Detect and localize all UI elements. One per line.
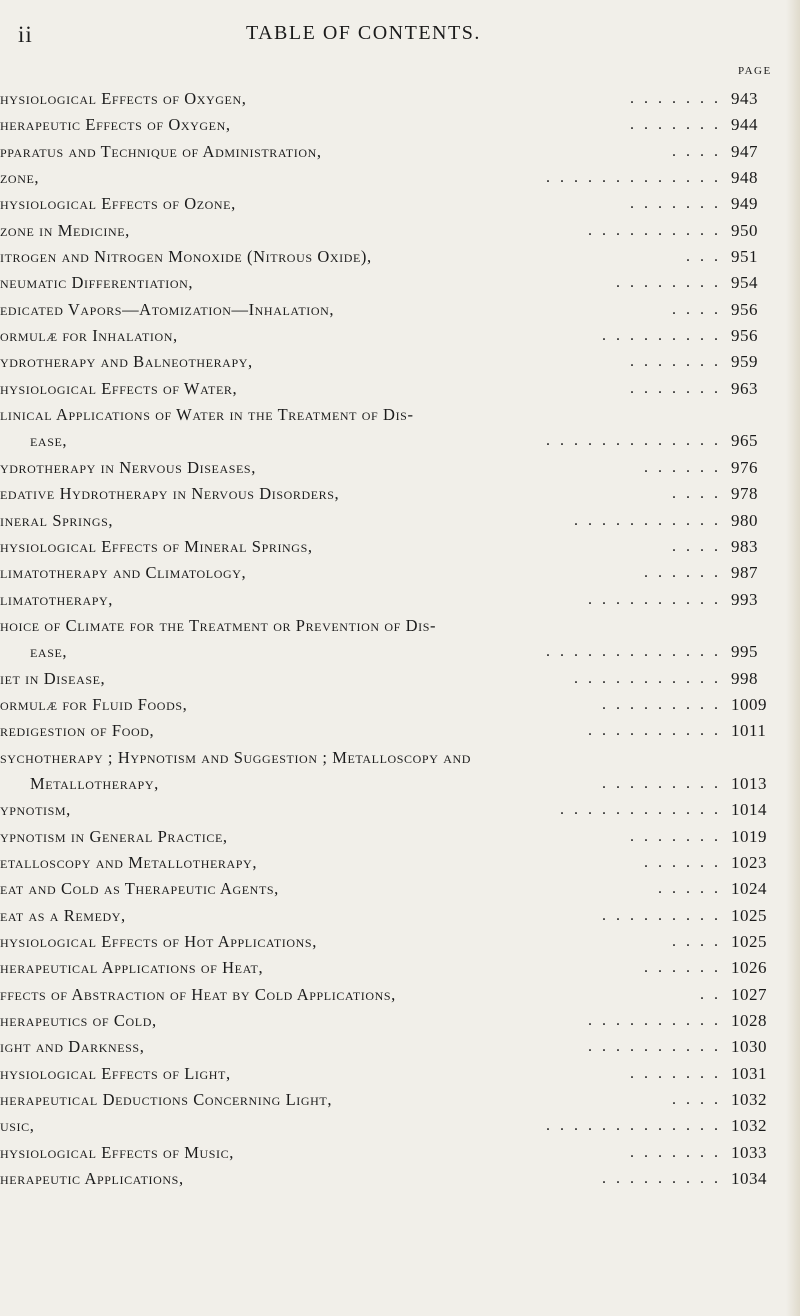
toc-page-number: 947 [731, 141, 758, 161]
toc-page-number: 1032 [731, 1116, 767, 1136]
toc-dot-leader: .... [672, 142, 728, 160]
toc-page-number: 987 [731, 563, 758, 583]
toc-page-number: 1025 [731, 932, 767, 951]
toc-dot-leader: ...... [644, 853, 728, 871]
toc-entry-title: hysiological Effects of Oxygen, [0, 89, 247, 108]
toc-page-number: 951 [731, 247, 758, 267]
toc-entry-title: hysiological Effects of Mineral Springs, [0, 536, 313, 556]
toc-dot-leader: ......... [602, 906, 728, 924]
toc-entry-title: herapeutical Deductions Concerning Light, [0, 1090, 333, 1110]
toc-entry-title: eat as a Remedy, [0, 905, 126, 925]
toc-entry-title: usic, [0, 1116, 35, 1136]
toc-entry [0, 139, 790, 165]
toc-page-number: 1028 [731, 1011, 767, 1031]
toc-entry [0, 376, 790, 402]
toc-page-number: 1030 [731, 1037, 767, 1057]
toc-dot-leader: .... [672, 933, 728, 950]
toc-page-number: 1009 [731, 694, 767, 714]
toc-page-number: 1011 [731, 721, 767, 741]
toc-entry [0, 481, 790, 507]
toc-entry-title: ydrotherapy in Nervous Diseases, [0, 457, 256, 477]
toc-page-number: 1014 [731, 800, 767, 820]
toc-page-number: 1033 [731, 1142, 767, 1162]
toc-entry-title: linical Applications of Water in the Treatment of Dis- [0, 405, 414, 425]
page-edge-shadow [786, 0, 800, 1316]
toc-entry [0, 297, 790, 323]
toc-dot-leader: .... [672, 485, 728, 503]
toc-entry-title: herapeutic Effects of Oxygen, [0, 115, 231, 135]
toc-entry [0, 270, 790, 296]
toc-dot-leader: .... [672, 537, 728, 555]
toc-dot-leader: ........... [574, 511, 728, 529]
toc-entry-title: herapeutical Applications of Heat, [0, 958, 264, 978]
toc-dot-leader: .... [672, 1091, 728, 1109]
toc-dot-leader: ....... [630, 90, 728, 107]
toc-entry [0, 402, 790, 428]
toc-entry-title: sychotherapy ; Hypnotism and Suggestion ; Metalloscopy and [0, 747, 471, 767]
toc-dot-leader: ............. [546, 432, 728, 450]
toc-dot-leader: ...... [644, 458, 728, 476]
toc-dot-leader: ...... [644, 959, 728, 977]
toc-page-number: 1025 [731, 905, 767, 925]
toc-entry [0, 1034, 790, 1060]
toc-dot-leader: ....... [630, 1143, 728, 1161]
toc-entry-title: iet in Disease, [0, 668, 106, 688]
toc-dot-leader: .... [672, 300, 728, 318]
toc-page-number: 950 [731, 220, 758, 240]
toc-dot-leader: ........... [574, 669, 728, 687]
toc-entry [0, 455, 790, 481]
toc-entry-title: zone in Medicine, [0, 220, 130, 240]
toc-entry [0, 613, 790, 639]
toc-page-number: 1032 [731, 1090, 767, 1110]
toc-entry-title: ypnotism, [0, 800, 71, 820]
toc-dot-leader: ... [686, 248, 728, 266]
toc-dot-leader: ....... [630, 1064, 728, 1082]
toc-page-number: 1027 [731, 984, 767, 1004]
toc-page-number: 980 [731, 510, 758, 530]
toc-page-number: 1024 [731, 879, 767, 899]
toc-entry [0, 903, 790, 929]
toc-dot-leader: .......... [588, 1012, 728, 1030]
toc-entry-title: ffects of Abstraction of Heat by Cold Applications, [0, 984, 396, 1004]
toc-entry-title: zone, [0, 168, 40, 188]
toc-entry-title: redigestion of Food, [0, 721, 155, 741]
toc-entry [0, 929, 790, 955]
toc-entry-title: etalloscopy and Metallotherapy, [0, 852, 258, 872]
toc-dot-leader: ......... [602, 1170, 728, 1188]
toc-entry-title: hoice of Climate for the Treatment or Prevention of Dis- [0, 615, 437, 635]
toc-page-number: 995 [731, 642, 758, 662]
toc-page-number: 956 [731, 299, 758, 319]
toc-entry [0, 165, 790, 191]
toc-dot-leader: ......... [602, 695, 728, 713]
toc-page-number: 1019 [731, 826, 767, 846]
toc-entry-title: itrogen and Nitrogen Monoxide (Nitrous Oxide), [0, 247, 372, 267]
toc-page-number: 944 [731, 115, 758, 135]
page-folio: ii [18, 22, 33, 47]
toc-entry [0, 587, 790, 613]
toc-entry-title: ydrotherapy and Balneotherapy, [0, 352, 253, 372]
toc-entry-title: limatotherapy, [0, 589, 113, 609]
toc-entry [0, 1166, 790, 1192]
toc-entry [0, 560, 790, 586]
toc-entry [0, 745, 790, 771]
toc-page-number: 993 [731, 589, 758, 609]
toc-entry [0, 666, 790, 692]
toc-entry [0, 323, 790, 349]
toc-entry [0, 86, 790, 112]
toc-page-number: 1034 [731, 1169, 767, 1189]
toc-dot-leader: ....... [630, 116, 728, 134]
toc-page-number: 954 [731, 273, 758, 293]
toc-page-number: 956 [731, 326, 758, 346]
toc-dot-leader: ....... [630, 827, 728, 845]
toc-page-number: 965 [731, 431, 758, 451]
toc-page-number: 1023 [731, 852, 767, 872]
toc-entry [0, 349, 790, 375]
toc-entry-title: ormulæ for Fluid Foods, [0, 694, 188, 714]
toc-dot-leader: ......... [602, 774, 728, 792]
toc-dot-leader: .. [700, 985, 728, 1003]
toc-dot-leader: .......... [588, 1038, 728, 1056]
toc-dot-leader: .......... [588, 722, 728, 740]
toc-dot-leader: ....... [630, 379, 728, 397]
toc-dot-leader: ............. [546, 1117, 728, 1135]
toc-entry-title: limatotherapy and Climatology, [0, 563, 247, 583]
toc-dot-leader: ....... [630, 353, 728, 371]
toc-page-number: 948 [731, 168, 758, 188]
toc-entry [0, 692, 790, 718]
toc-entry-title: herapeutic Applications, [0, 1169, 184, 1189]
toc-page-number: 949 [731, 194, 758, 214]
toc-dot-leader: ..... [658, 880, 728, 898]
toc-entry [0, 1008, 790, 1034]
toc-entry-title: hysiological Effects of Music, [0, 1142, 234, 1162]
toc-dot-leader: ........ [616, 274, 728, 292]
toc-entry [0, 876, 790, 902]
toc-page-number: 943 [731, 89, 758, 108]
toc-entry [0, 639, 790, 665]
toc-entry-title: herapeutics of Cold, [0, 1011, 157, 1031]
toc-entry [0, 1113, 790, 1139]
toc-dot-leader: ......... [602, 327, 728, 345]
toc-entry [0, 112, 790, 138]
toc-page-number: 959 [731, 352, 758, 372]
page-column-label: PAGE [738, 65, 772, 77]
toc-entry [0, 982, 790, 1008]
toc-entry-title: Metallotherapy, [30, 773, 159, 793]
toc-dot-leader: ............. [546, 643, 728, 661]
running-title: TABLE OF CONTENTS. [246, 22, 481, 44]
toc-entry-title: ease, [30, 642, 68, 662]
toc-entry-title: hysiological Effects of Light, [0, 1063, 231, 1083]
toc-entry-title: eat and Cold as Therapeutic Agents, [0, 879, 279, 899]
toc-entry [0, 1061, 790, 1087]
page-header [18, 22, 778, 52]
toc-entry [0, 797, 790, 823]
toc-entry [0, 771, 790, 797]
toc-entry-title: edicated Vapors—Atomization—Inhalation, [0, 299, 335, 319]
toc-entry-title: pparatus and Technique of Administration, [0, 141, 322, 161]
toc-entry [0, 508, 790, 534]
toc-dot-leader: ............ [560, 801, 728, 819]
toc-entry [0, 534, 790, 560]
toc-entry [0, 824, 790, 850]
toc-page-number: 1013 [731, 773, 767, 793]
toc-entry-title: ight and Darkness, [0, 1037, 145, 1057]
toc-entry [0, 191, 790, 217]
toc-dot-leader: ............. [546, 169, 728, 187]
toc-entry-title: ease, [30, 431, 68, 451]
toc-page-number: 998 [731, 668, 758, 688]
table-of-contents [0, 86, 790, 1192]
toc-entry-title: neumatic Differentiation, [0, 273, 194, 293]
toc-dot-leader: .......... [588, 221, 728, 239]
toc-dot-leader: ...... [644, 564, 728, 582]
toc-page-number: 976 [731, 457, 758, 477]
toc-page-number: 983 [731, 536, 758, 556]
toc-page-number: 1031 [731, 1063, 767, 1083]
toc-entry [0, 1087, 790, 1113]
toc-entry [0, 218, 790, 244]
toc-entry-title: edative Hydrotherapy in Nervous Disorders, [0, 484, 340, 504]
toc-page-number: 963 [731, 378, 758, 398]
toc-page-number: 1026 [731, 958, 767, 978]
toc-entry-title: hysiological Effects of Ozone, [0, 194, 236, 214]
toc-entry-title: hysiological Effects of Water, [0, 378, 238, 398]
toc-entry-title: ineral Springs, [0, 510, 114, 530]
toc-entry [0, 718, 790, 744]
toc-entry-title: ormulæ for Inhalation, [0, 326, 178, 346]
toc-entry [0, 244, 790, 270]
toc-entry-title: hysiological Effects of Hot Applications, [0, 932, 317, 951]
toc-entry [0, 428, 790, 454]
toc-page-number: 978 [731, 484, 758, 504]
toc-entry-title: ypnotism in General Practice, [0, 826, 228, 846]
toc-dot-leader: .......... [588, 590, 728, 608]
toc-entry [0, 1140, 790, 1166]
toc-entry [0, 850, 790, 876]
toc-entry [0, 955, 790, 981]
toc-dot-leader: ....... [630, 195, 728, 213]
